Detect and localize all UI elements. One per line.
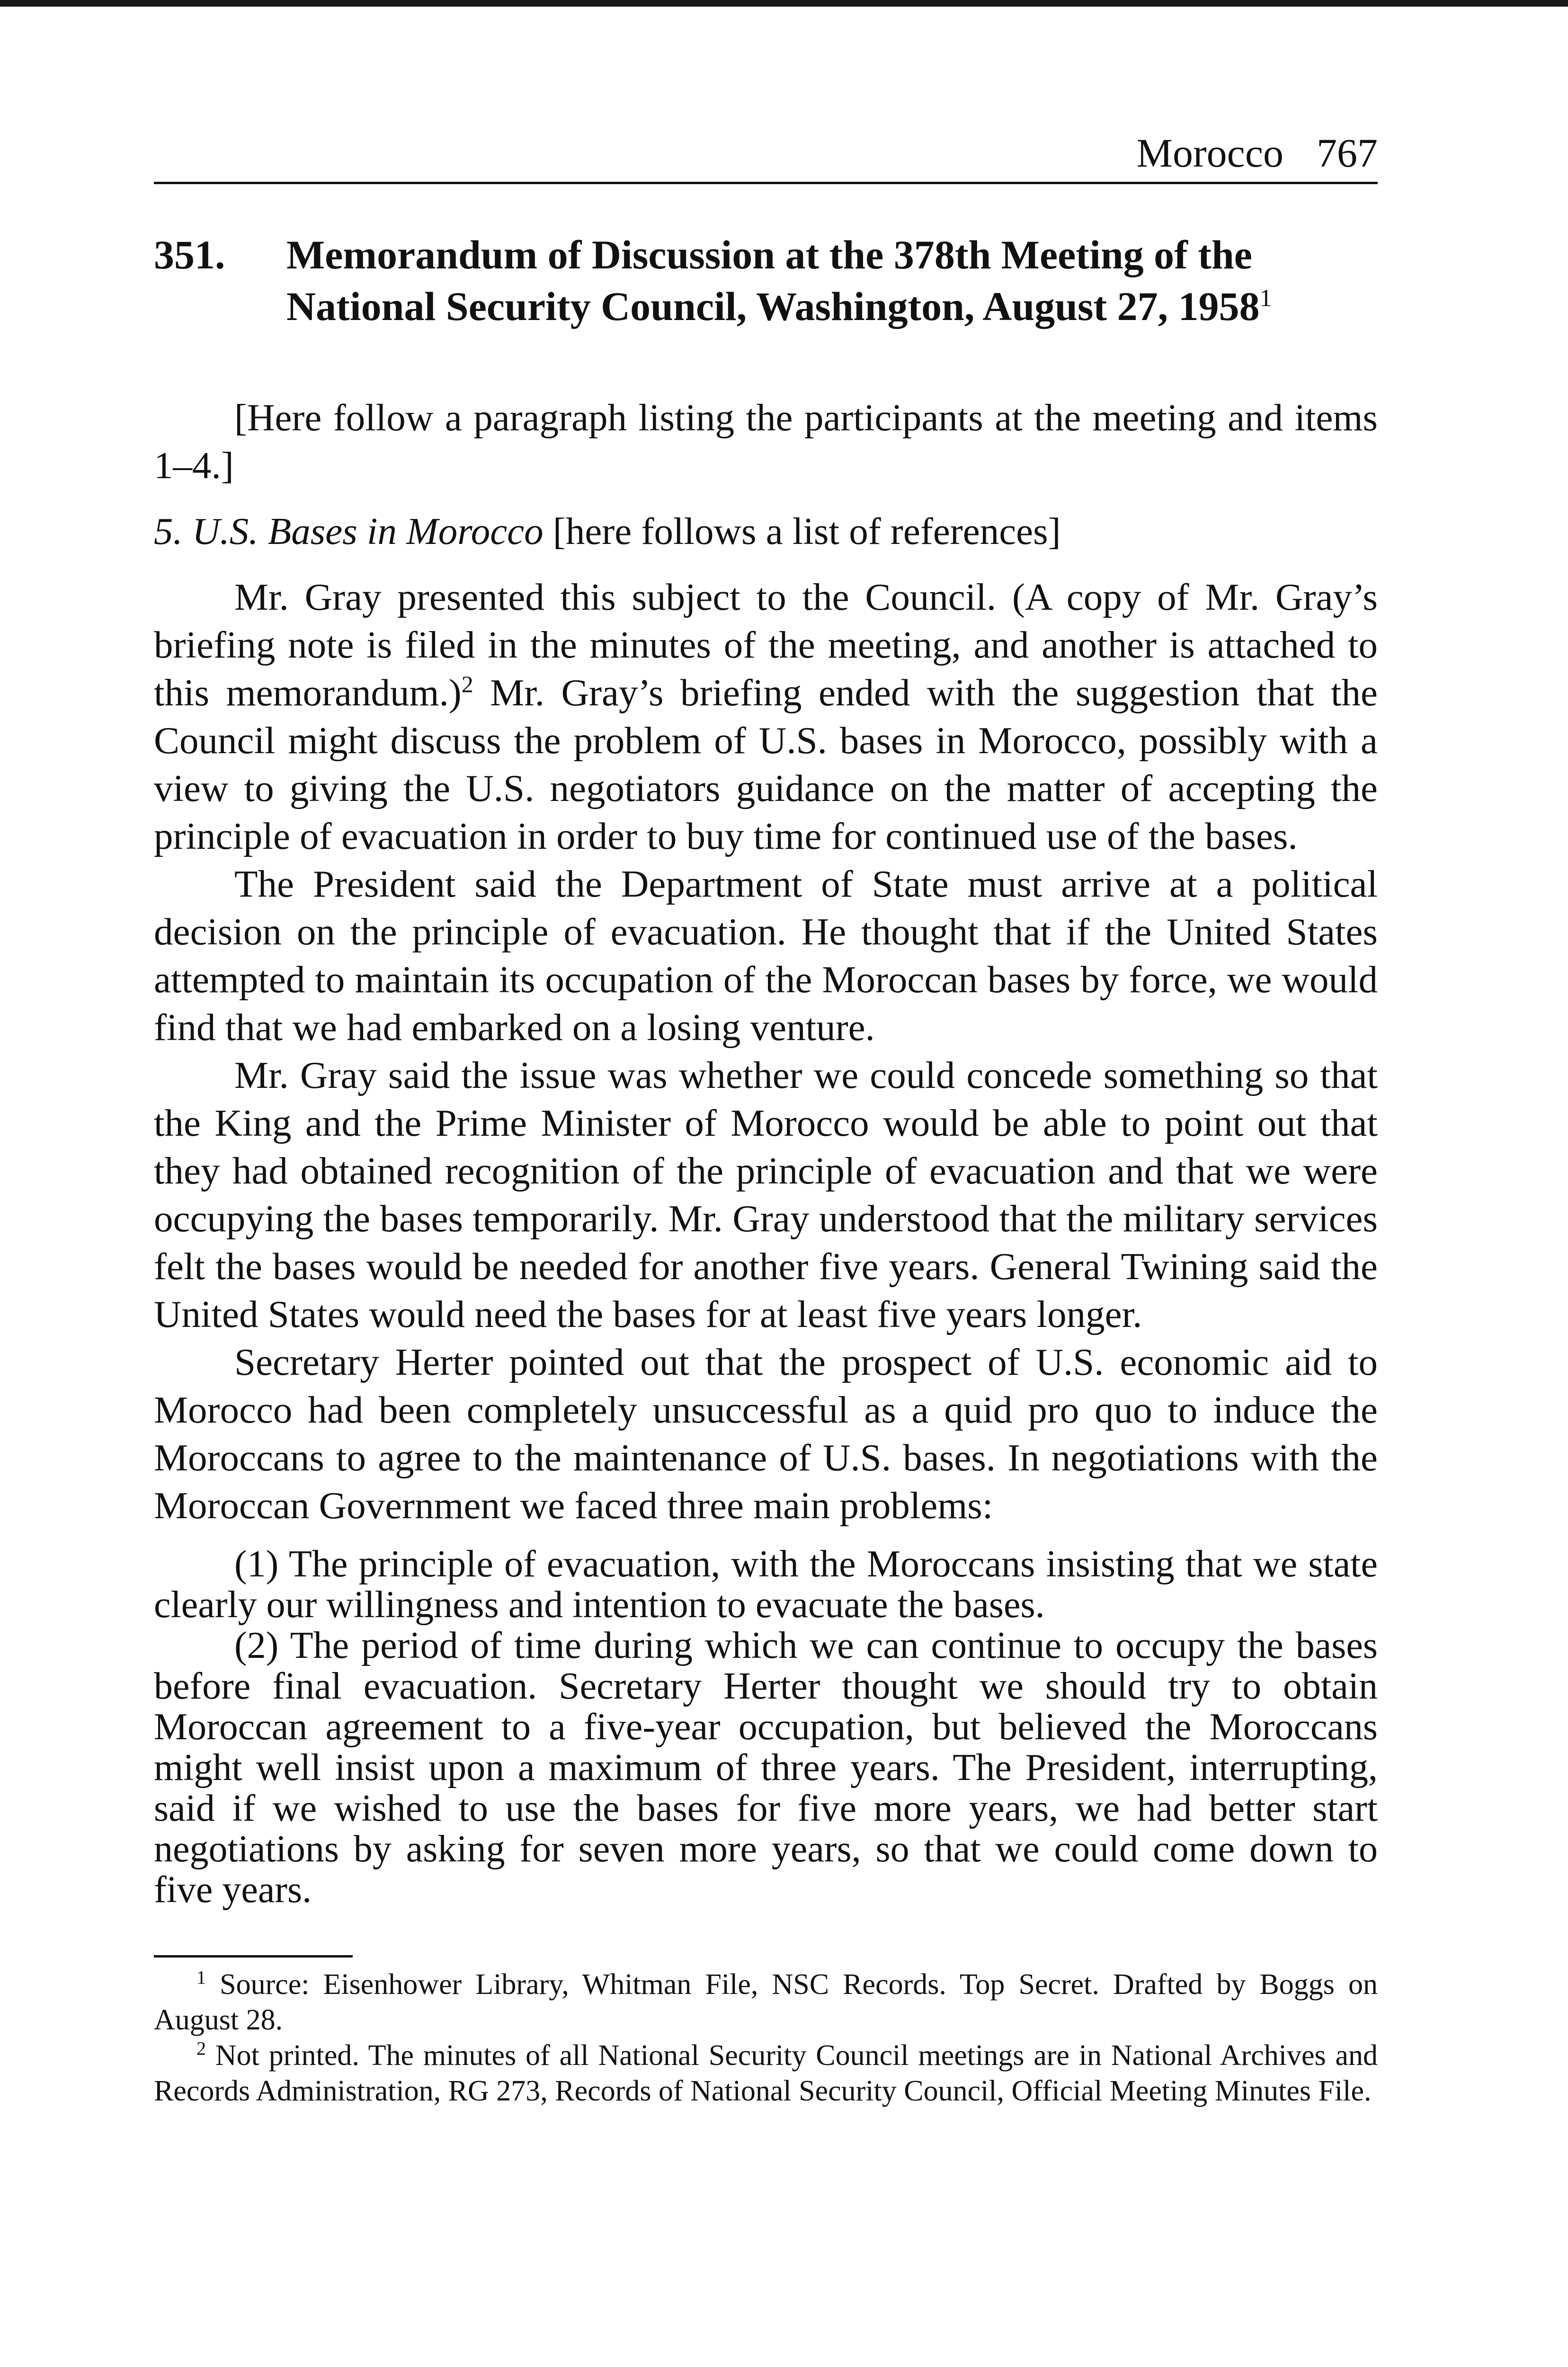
document-heading <box>154 229 1378 332</box>
document-page <box>154 130 1378 2109</box>
running-head <box>154 130 1378 184</box>
footnote <box>154 1967 1378 2038</box>
footnote-mark: 2 <box>196 2038 206 2059</box>
agenda-item-heading <box>154 507 1378 555</box>
footnote-text: Not printed. The minutes of all National Security Council meetings are in National Archives and Records Administration, RG 273, Records of National Security Council, Official Meeting Minutes File. <box>154 2039 1378 2108</box>
paragraph: Secretary Herter pointed out that the prospect of U.S. economic aid to Morocco had been completely unsuccessful as a quid pro quo to induce the Moroccans to agree to the maintenance of U.S. bases. In negotiations with the Moroccan Government we faced three main problems: <box>154 1341 1378 1527</box>
paragraph <box>154 573 1378 860</box>
editorial-note: [Here follow a paragraph listing the participants at the meeting and items 1–4.] <box>154 396 1378 487</box>
agenda-item-note: [here follows a list of references] <box>552 510 1061 553</box>
running-head-section: Morocco <box>1136 130 1283 176</box>
footnote-ref: 1 <box>1259 285 1272 312</box>
agenda-item-title: U.S. Bases in Morocco <box>192 510 543 553</box>
agenda-item-number: 5. <box>154 510 183 553</box>
document-title-block <box>286 229 1378 332</box>
footnote <box>154 2038 1378 2109</box>
paragraph-text: Mr. Gray’s briefing ended with the suggestion that the Council might discuss the problem of U.S. bases in Morocco, possibly with a view to giving the U.S. negotiators guidance on the matter of accepting the principle of evacuation in order to buy time for continued use of the bases. <box>154 671 1378 858</box>
footnote-mark: 1 <box>196 1967 206 1988</box>
paragraph-text: Mr. Gray presented this subject to the Council. (A copy of Mr. Gray’s briefing note is filed in the minutes of the meeting, and another is attached to this memorandum.) <box>154 576 1378 714</box>
scan-edge <box>0 0 1568 7</box>
numbered-point: (1) The principle of evacuation, with the Moroccans insisting that we state clearly our willingness and intention to evacuate the bases. <box>154 1543 1378 1626</box>
paragraph: The President said the Department of State must arrive at a political decision on the principle of evacuation. He thought that if the United States attempted to maintain its occupation of the Moroccan bases by force, we would find that we had embarked on a losing venture. <box>154 863 1378 1049</box>
page-number: 767 <box>1317 130 1378 176</box>
footnote-text: Source: Eisenhower Library, Whitman File, NSC Records. Top Secret. Drafted by Boggs on August 28. <box>154 1968 1378 2037</box>
document-number: 351. <box>154 232 225 277</box>
footnote-ref: 2 <box>461 671 473 698</box>
paragraph: Mr. Gray said the issue was whether we could concede something so that the King and the Prime Minister of Morocco would be able to point out that they had obtained recognition of the principle of evacuation and that we were occupying the bases temporarily. Mr. Gray understood that the military services felt the bases would be needed for another five years. General Twining said the United States would need the bases for at least five years longer. <box>154 1054 1378 1336</box>
footnote-divider <box>154 1955 353 1958</box>
document-title: Memorandum of Discussion at the 378th Meeting of the National Security Council, Washington, August 27, 1958 <box>286 232 1260 329</box>
numbered-point: (2) The period of time during which we can continue to occupy the bases before final evacuation. Secretary Herter thought we should try to obtain Moroccan agreement to a five-year occupation, but believed the Moroccans might well insist upon a maximum of three years. The President, interrupting, said if we wished to use the bases for five more years, we had better start negotiations by asking for seven more years, so that we could come down to five years. <box>154 1625 1378 1911</box>
